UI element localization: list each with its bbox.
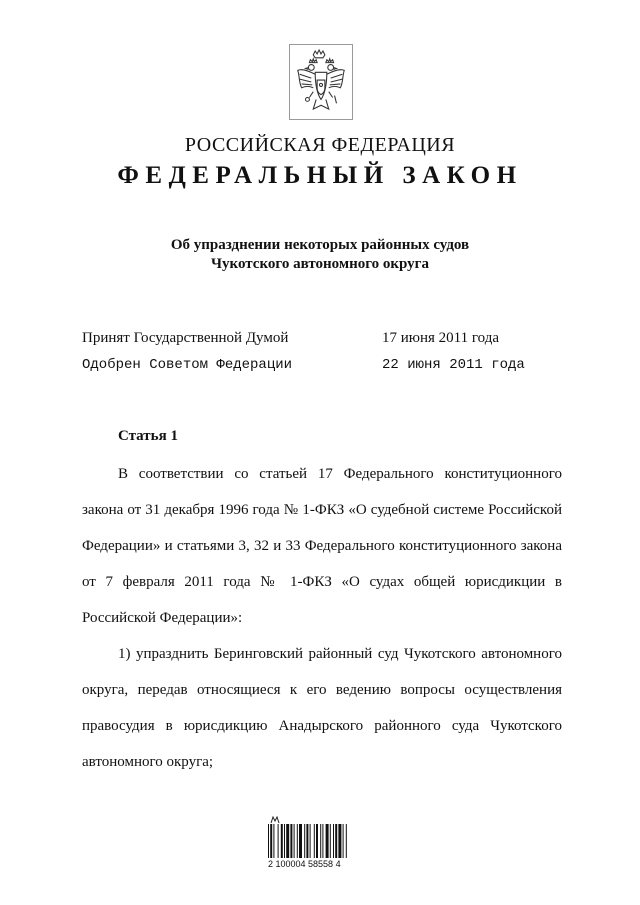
article-paragraph-1: В соответствии со статьей 17 Федерального конституционного закона от 31 декабря 1996 года № 1-ФКЗ «О судебной системе Российской Федерации» и статьями 3, 32 и 33 Федерального конституционного закона от 7 февраля 2011 года № 1-ФКЗ «О судах общей юрисдикции в Российской Федерации»: [82, 466, 562, 626]
article-paragraph-2: 1) упразднить Беринговский районный суд Чукотского автономного округа, передав относящиеся к его ведению вопросы осуществления правосудия в юрисдикцию Анадырского районного суда Чукотского автономного округа; [82, 646, 562, 770]
barcode-bars [268, 824, 374, 858]
law-title-line-1: Об упразднении некоторых районных судов [170, 237, 470, 253]
council-approval-label: Одобрен Советом Федерации [82, 357, 293, 373]
document-type: ФЕДЕРАЛЬНЫЙ ЗАКОН [117, 162, 523, 189]
barcode-number: 2 100004 58558 4 [268, 859, 341, 869]
article-heading: Статья 1 [118, 428, 178, 444]
document-barcode [268, 816, 378, 872]
country-name: РОССИЙСКАЯ ФЕДЕРАЦИЯ [184, 134, 456, 156]
law-title-line-2: Чукотского автономного округа [211, 256, 429, 272]
barcode-logo-icon [270, 816, 280, 824]
duma-adoption-date: 17 июня 2011 года [382, 330, 499, 346]
law-title [0, 236, 640, 274]
article-body [82, 456, 562, 780]
state-emblem [289, 44, 353, 120]
council-approval-date: 22 июня 2011 года [382, 357, 525, 373]
duma-adoption-label: Принят Государственной Думой [82, 330, 289, 346]
double-headed-eagle-icon [290, 45, 352, 119]
